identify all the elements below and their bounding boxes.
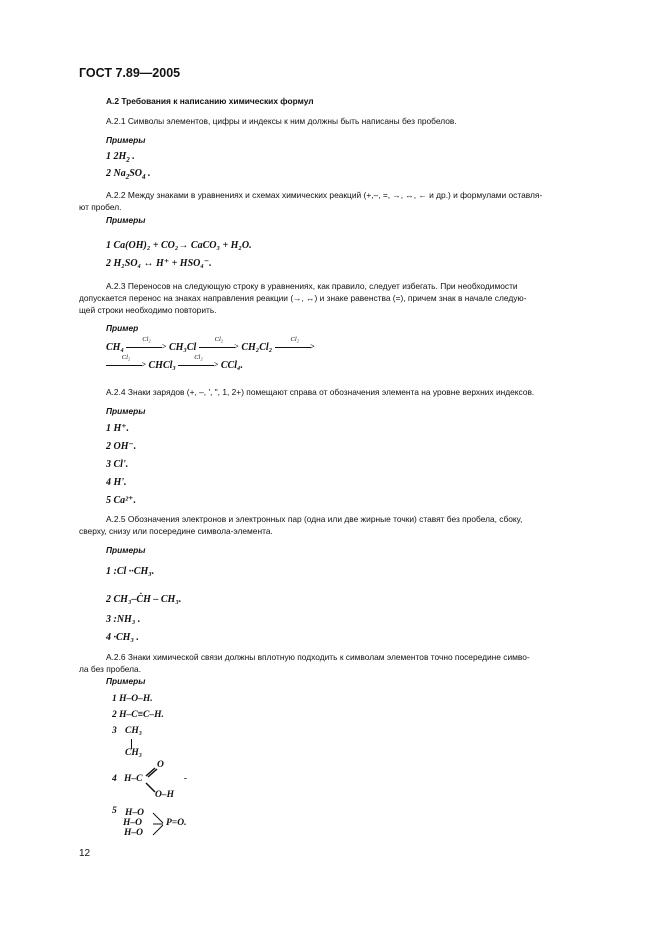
reaction-arrow: Cl₂ > [106,361,146,371]
formula-example: 3 :NH₃ . [106,614,141,625]
example-label: Пример [106,323,139,333]
examples-label: Примеры [106,676,146,686]
reaction-chain-line1: CH₄ Cl₂ > CH₃Cl Cl₂ > CH₂Cl₂ Cl₂ > [106,335,315,353]
formula-example: 1 H⁺. [106,423,130,434]
formula-example: 2 OH⁻. [106,441,137,452]
phosphate-bonds [152,810,166,838]
formula-example: 4 H'. [106,477,127,488]
structural-formula: 3 CH₃ CH₃ [112,726,143,758]
paragraph-a22: А.2.2 Между знаками в уравнениях и схемах химических реакций (+,–, =, →, ↔, ← и др.) и формулами оставля- [106,190,543,200]
structural-formula: 2 H–C≡C–H. [112,710,164,720]
page-number: 12 [79,848,91,859]
reaction-arrow: Cl₂ > [178,361,218,371]
reaction-chain-line2: Cl₂ > CHCl₃ Cl₂ > CCl₄. [106,360,243,371]
paragraph-a21: А.2.1 Символы элементов, цифры и индексы к ним должны быть написаны без пробелов. [106,116,457,126]
paragraph-a22-cont: ют пробел. [79,202,122,212]
formula-example: 4 ·CH₃ . [106,632,139,643]
formula-example: 2 H₂SO₄ ↔ H⁺ + HSO₄⁻. [106,258,212,269]
examples-label: Примеры [106,135,146,145]
formula-example: 2 CH₃–ĊH – CH₃. [106,594,182,605]
paragraph-a24: А.2.4 Знаки зарядов (+, –, ', ", 1, 2+) помещают справа от обозначения элемента на уровне верхних индексов. [106,387,535,397]
formula-example: 1 :Cl ··CH₃. [106,566,155,577]
reaction-arrow: Cl₂ > [275,343,315,353]
reaction-arrow: Cl₂ > [126,343,166,353]
structural-formula: 1 H–O–H. [112,694,153,704]
examples-label: Примеры [106,406,146,416]
formula-example: 1 Ca(OH)₂ + CO₂→ CaCO₃ + H₂O. [106,240,252,251]
examples-label: Примеры [106,215,146,225]
document-header: ГОСТ 7.89—2005 [79,66,181,80]
section-title: А.2 Требования к написанию химических формул [106,96,314,106]
paragraph-a23: А.2.3 Переносов на следующую строку в уравнениях, как правило, следует избегать. При необходимости допускается перенос на знаках направления реакции (→, ↔) и знаке равенства (=), причем знак в начале следую- щей строки необходимо повторить. [79,281,527,315]
reaction-arrow: Cl₂ > [199,343,239,353]
examples-label: Примеры [106,545,146,555]
formula-example: 3 Cl'. [106,459,129,470]
structural-formula: 5 H–O H–O H–O P=O. [112,806,187,838]
formula-example: 5 Ca²⁺. [106,495,136,506]
formula-example: 2 $Na_2SO_4$ . [106,168,151,181]
paragraph-a25: А.2.5 Обозначения электронов и электронных пар (одна или две жирные точки) ставят без пробела, сбоку, сверху, снизу или посередине символа-элемента. [79,514,523,536]
formula-example: 1 $2H_2$ . [106,151,135,164]
structural-formula: 4 H–C O - O–H [112,760,188,800]
paragraph-a26: А.2.6 Знаки химической связи должны вплотную подходить к символам элементов точно посередине симво- ла без пробела. [79,652,530,674]
